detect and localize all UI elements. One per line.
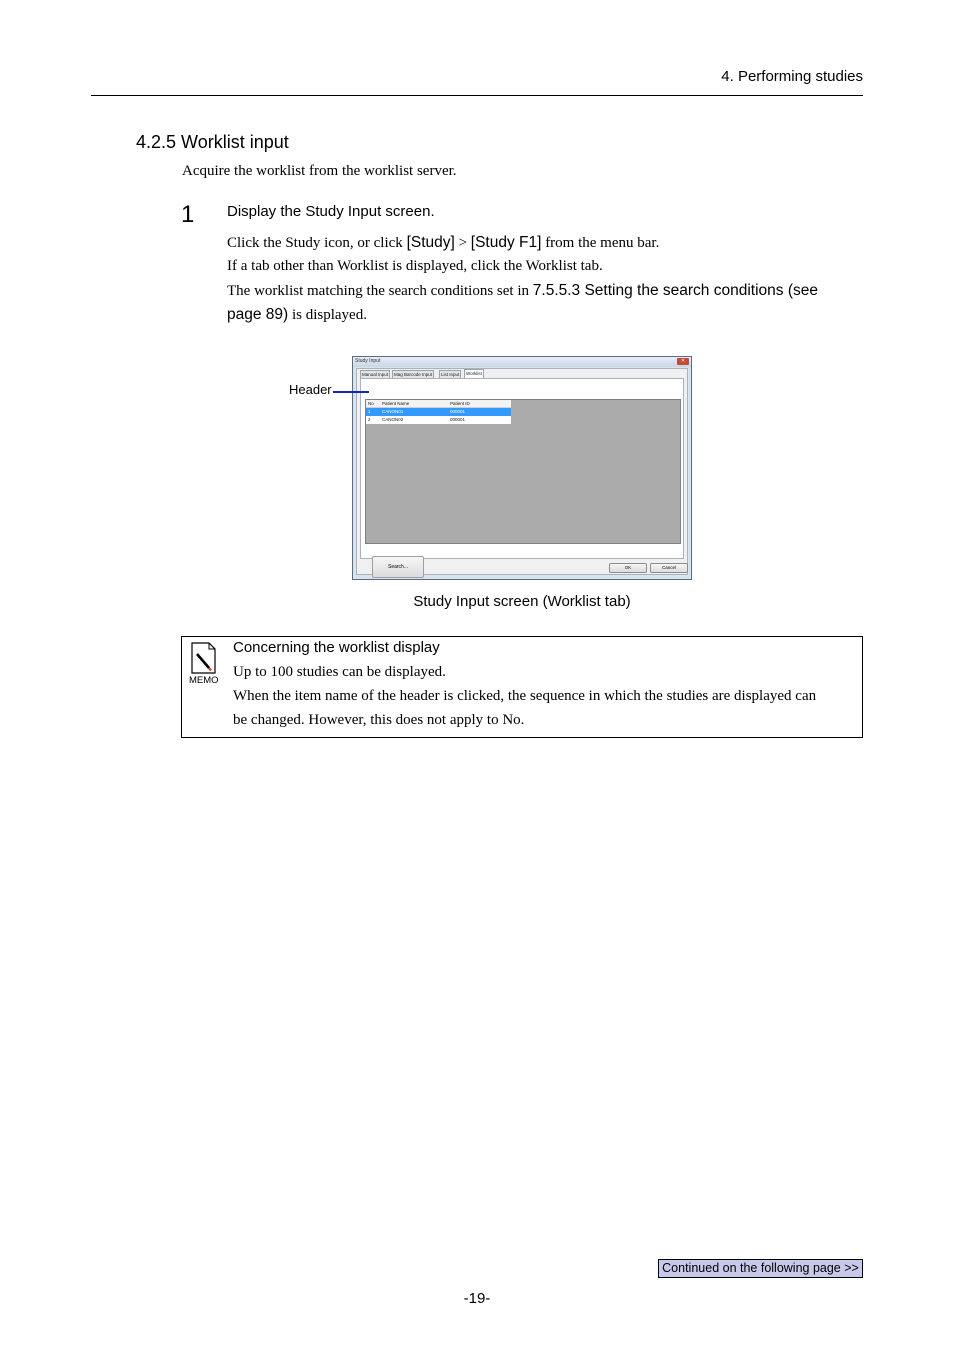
cross-reference-link[interactable]: 7.5.5.3 Setting the search conditions (see bbox=[532, 282, 818, 299]
window-client bbox=[356, 368, 688, 575]
column-header-patient-id[interactable]: Patient ID bbox=[450, 401, 470, 406]
text-run: is displayed. bbox=[288, 307, 367, 323]
tab-manual-input[interactable]: Manual Input bbox=[362, 372, 389, 377]
running-header: 4. Performing studies bbox=[721, 68, 863, 85]
memo-line-1: Up to 100 studies can be displayed. bbox=[233, 664, 446, 680]
step-title: Display the Study Input screen. bbox=[227, 203, 435, 220]
step-line-2: If a tab other than Worklist is displayed, click the Worklist tab. bbox=[227, 258, 603, 274]
menu-reference-study: [Study] bbox=[406, 234, 455, 251]
memo-box bbox=[181, 636, 863, 738]
text-run: from the menu bar. bbox=[541, 235, 660, 251]
memo-icon-label: MEMO bbox=[189, 675, 218, 684]
column-header-no[interactable]: No bbox=[368, 401, 374, 406]
header-rule bbox=[91, 95, 863, 96]
ok-button[interactable]: OK bbox=[609, 563, 647, 573]
cell-patient-name: CANON01 bbox=[382, 409, 404, 414]
window-titlebar bbox=[353, 357, 691, 367]
page-number: -19- bbox=[463, 1290, 491, 1307]
study-input-screenshot bbox=[352, 356, 692, 580]
intro-text: Acquire the worklist from the worklist server. bbox=[182, 163, 457, 179]
step-line-3 bbox=[227, 282, 818, 300]
cell-patient-id: 000001 bbox=[450, 409, 466, 414]
header-callout-label: Header bbox=[289, 382, 332, 397]
column-header-patient-name[interactable]: Patient Name bbox=[382, 401, 410, 406]
cell-no: 1 bbox=[368, 409, 371, 414]
grid-header-row bbox=[366, 400, 511, 408]
table-row[interactable] bbox=[366, 416, 511, 424]
text-run: Click the Study icon, or click bbox=[227, 235, 407, 251]
tab-mag-barcode-input[interactable]: Mag Barcode Input bbox=[394, 372, 433, 377]
continued-badge: Continued on the following page >> bbox=[658, 1259, 863, 1278]
memo-icon bbox=[188, 642, 218, 684]
tab-list-input[interactable]: List Input bbox=[441, 372, 460, 377]
menu-reference-study-f1: [Study F1] bbox=[470, 234, 542, 251]
cell-patient-id: 000001 bbox=[450, 417, 466, 422]
figure-caption: Study Input screen (Worklist tab) bbox=[413, 593, 631, 610]
text-run: > bbox=[454, 235, 471, 251]
window-title: Study Input bbox=[355, 358, 381, 364]
step-number: 1 bbox=[181, 201, 195, 228]
section-title: 4.2.5 Worklist input bbox=[136, 132, 289, 152]
callout-line bbox=[333, 391, 369, 393]
cell-no: 2 bbox=[368, 417, 371, 422]
step-line-1 bbox=[227, 234, 659, 252]
tab-worklist[interactable]: Worklist bbox=[464, 369, 484, 379]
cancel-button[interactable]: Cancel bbox=[650, 563, 688, 573]
step-line-4 bbox=[227, 306, 367, 324]
close-icon[interactable]: ✕ bbox=[677, 358, 689, 365]
worklist-grid bbox=[365, 399, 681, 544]
memo-title: Concerning the worklist display bbox=[233, 639, 440, 656]
cell-patient-name: CANON02 bbox=[382, 417, 404, 422]
search-button[interactable]: Search... bbox=[372, 556, 424, 578]
memo-line-3: be changed. However, this does not apply to No. bbox=[233, 712, 525, 728]
text-run: The worklist matching the search conditions set in bbox=[227, 283, 533, 299]
memo-line-2: When the item name of the header is clicked, the sequence in which the studies are displayed can bbox=[233, 688, 817, 704]
table-row[interactable] bbox=[366, 408, 511, 416]
cross-reference-link-continued[interactable]: page 89) bbox=[227, 306, 289, 323]
